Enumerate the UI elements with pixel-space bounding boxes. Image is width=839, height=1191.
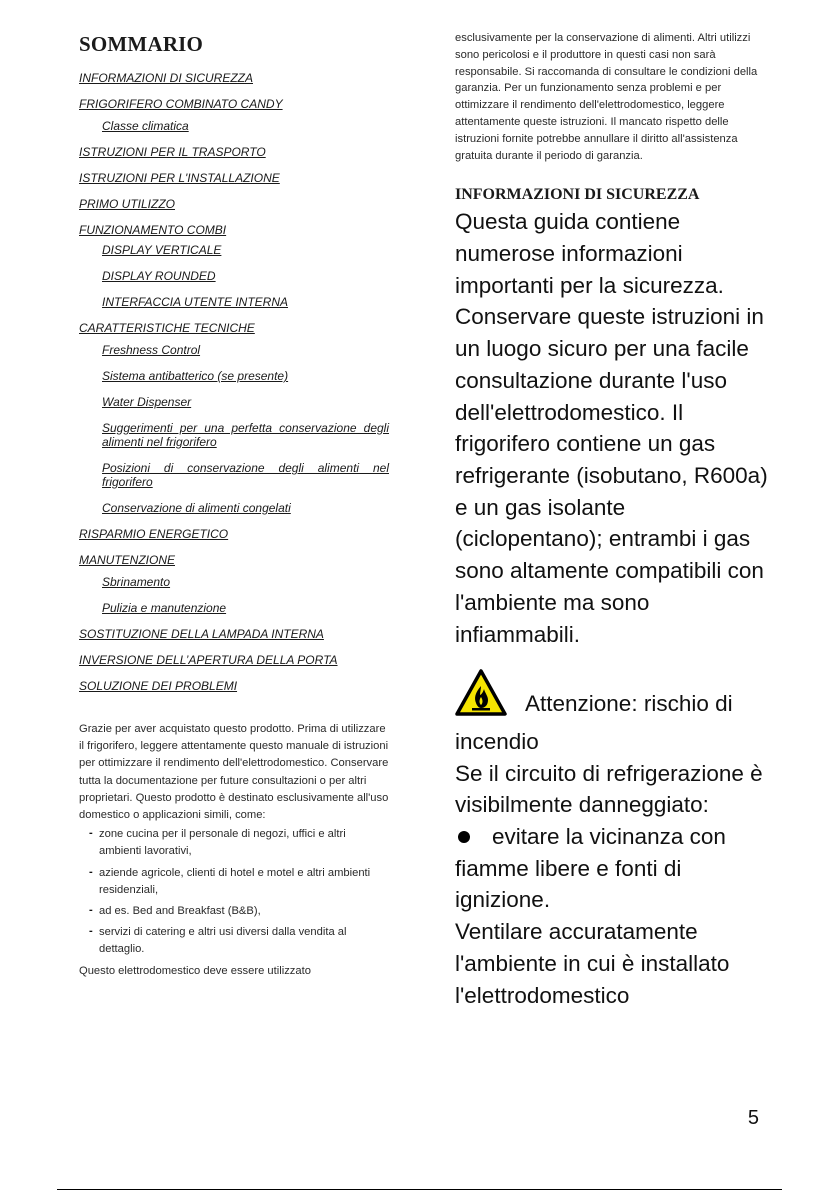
page-number: 5	[747, 1107, 759, 1129]
toc-link[interactable]: CARATTERISTICHE TECNICHE	[79, 321, 255, 335]
toc-link[interactable]: Conservazione di alimenti congelati	[102, 501, 291, 515]
warning-intro: Se il circuito di refrigerazione è visibilmente danneggiato:	[455, 760, 763, 818]
usage-list	[79, 826, 389, 958]
warning-heading: Attenzione: rischio di incendio	[455, 691, 733, 754]
toc-link[interactable]: MANUTENZIONE	[79, 553, 175, 567]
left-column	[79, 30, 389, 980]
warning-bullet-line	[455, 821, 770, 916]
toc-link[interactable]: ISTRUZIONI PER L'INSTALLAZIONE	[79, 171, 280, 185]
warning-heading-line	[455, 669, 770, 757]
fire-hazard-warning-icon	[455, 669, 507, 726]
footer-divider	[57, 1189, 782, 1190]
intro-closing: Questo elettrodomestico deve essere utilizzato	[79, 964, 311, 977]
toc-link[interactable]: Water Dispenser	[102, 395, 192, 409]
intro-section	[79, 721, 389, 980]
toc-link[interactable]: Pulizia e manutenzione	[102, 601, 227, 615]
toc-link[interactable]: SOLUZIONE DEI PROBLEMI	[79, 679, 238, 693]
toc-title: SOMMARIO	[79, 32, 204, 56]
warning-bullet: evitare la vicinanza con fiamme libere e fonti di ignizione.	[455, 824, 726, 913]
toc-link[interactable]: FUNZIONAMENTO COMBI	[79, 223, 227, 237]
intro-paragraph: Grazie per aver acquistato questo prodotto. Prima di utilizzare il frigorifero, leggere attentamente questo manuale di istruzioni per ottimizzare il rendimento dell'elettrodomestico. Conservare tutta la documentazione per future consultazioni o per altri proprietari. Questo prodotto è destinato esclusivamente all'uso domestico o applicazioni simili, come:	[79, 723, 389, 822]
toc-link[interactable]: PRIMO UTILIZZO	[79, 197, 175, 211]
usage-list-item: - aziende agricole, clienti di hotel e motel e altri ambienti residenziali,	[87, 865, 389, 899]
toc-link[interactable]: INTERFACCIA UTENTE INTERNA	[102, 295, 289, 309]
toc-link[interactable]: FRIGORIFERO COMBINATO CANDY	[79, 97, 283, 111]
right-column	[455, 30, 770, 1011]
toc-link[interactable]: Classe climatica	[102, 119, 189, 133]
bullet-dot-icon	[458, 831, 470, 843]
toc-link[interactable]: DISPLAY VERTICALE	[102, 243, 222, 257]
toc-link[interactable]: DISPLAY ROUNDED	[102, 269, 216, 283]
safety-body: Questa guida contiene numerose informazioni importanti per la sicurezza. Conservare queste istruzioni in un luogo sicuro per una facile consultazione durante l'uso dell'elettrodomestico. Il frigorifero contiene un gas refrigerante (isobutano, R600a) e un gas isolante (ciclopentano); entrambi i gas sono altamente compatibili con l'ambiente ma sono infiammabili.	[455, 209, 768, 647]
usage-list-item: - zone cucina per il personale di negozi, uffici e altri ambienti lavorativi,	[87, 826, 389, 860]
continuation-paragraph: esclusivamente per la conservazione di alimenti. Altri utilizzi sono pericolosi e il produttore in questi casi non sarà responsabile. Si raccomanda di consultare le condizioni della garanzia. Per un funzionamento senza problemi e per ottimizzare il rendimento dell'elettrodomestico, leggere attentamente queste istruzioni. Il mancato rispetto delle istruzioni fornite potrebbe annullare il diritto all'assistenza gratuita durante il periodo di garanzia.	[455, 32, 758, 162]
toc-link[interactable]: Freshness Control	[102, 343, 201, 357]
warning-closing: Ventilare accuratamente l'ambiente in cui è installato l'elettrodomestico	[455, 919, 730, 1008]
usage-list-item: - servizi di catering e altri usi diversi dalla vendita al dettaglio.	[87, 924, 389, 958]
toc-link[interactable]: SOSTITUZIONE DELLA LAMPADA INTERNA	[79, 627, 324, 641]
toc-link[interactable]: INVERSIONE DELL’APERTURA DELLA PORTA	[79, 653, 338, 667]
toc-link[interactable]: Sbrinamento	[102, 575, 171, 589]
usage-list-item: - ad es. Bed and Breakfast (B&B),	[87, 903, 389, 920]
toc-link[interactable]: ISTRUZIONI PER IL TRASPORTO	[79, 145, 266, 159]
toc-link[interactable]: Posizioni di conservazione degli alimenti nel frigorifero	[102, 461, 389, 489]
toc-link[interactable]: Sistema antibatterico (se presente)	[102, 369, 289, 383]
safety-heading: INFORMAZIONI DI SICUREZZA	[455, 186, 700, 204]
toc-link[interactable]: RISPARMIO ENERGETICO	[79, 527, 229, 541]
toc-link[interactable]: Suggerimenti per una perfetta conservazione degli alimenti nel frigorifero	[102, 421, 389, 449]
warning-block	[455, 669, 770, 1011]
table-of-contents	[79, 71, 389, 693]
toc-link[interactable]: INFORMAZIONI DI SICUREZZA	[79, 71, 253, 85]
